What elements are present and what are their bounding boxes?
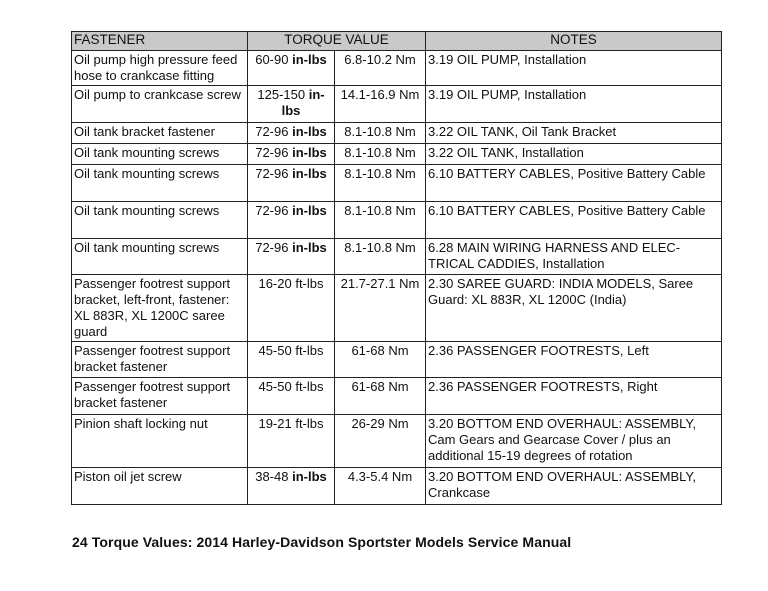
page-footer: 24 Torque Values: 2014 Harley-Davidson Sportster Models Service Manual <box>72 534 572 550</box>
table-row <box>72 123 722 144</box>
torque-value: 72-96 <box>255 145 289 160</box>
torque-unit: in-lbs <box>292 166 327 181</box>
torque-imperial-cell <box>248 123 335 144</box>
header-torque-value: TORQUE VALUE <box>248 32 426 51</box>
notes-cell: 2.30 SAREE GUARD: INDIA MODELS, Saree Guard: XL 883R, XL 1200C (India) <box>426 275 722 342</box>
torque-metric-cell: 21.7-27.1 Nm <box>335 275 426 342</box>
notes-cell: 3.20 BOTTOM END OVERHAUL: ASSEMBLY, Cam Gears and Gearcase Cover / plus an additional 15-19 degrees of rotation <box>426 415 722 468</box>
torque-imperial-cell <box>248 342 335 378</box>
torque-value: 45-50 ft-lbs <box>258 343 324 358</box>
notes-cell: 2.36 PASSENGER FOOTRESTS, Right <box>426 378 722 415</box>
torque-imperial-cell <box>248 415 335 468</box>
notes-cell: 6.28 MAIN WIRING HARNESS AND ELEC-TRICAL CADDIES, Installation <box>426 239 722 275</box>
notes-cell: 3.22 OIL TANK, Oil Tank Bracket <box>426 123 722 144</box>
torque-unit: in-lbs <box>292 203 327 218</box>
torque-imperial-cell <box>248 468 335 505</box>
table-row <box>72 415 722 468</box>
fastener-cell: Oil pump to crankcase screw <box>72 86 248 123</box>
table-row <box>72 275 722 342</box>
torque-value: 19-21 ft-lbs <box>258 416 324 431</box>
torque-value: 38-48 <box>255 469 289 484</box>
table-header-row <box>72 32 722 51</box>
torque-value: 60-90 <box>255 52 289 67</box>
fastener-cell: Piston oil jet screw <box>72 468 248 505</box>
torque-value: 72-96 <box>255 203 289 218</box>
torque-imperial-cell <box>248 275 335 342</box>
fastener-cell: Passenger footrest support bracket fastener <box>72 378 248 415</box>
fastener-cell: Oil tank mounting screws <box>72 165 248 202</box>
fastener-cell: Oil pump high pressure feed hose to crankcase fitting <box>72 51 248 86</box>
torque-metric-cell: 61-68 Nm <box>335 342 426 378</box>
notes-cell: 3.20 BOTTOM END OVERHAUL: ASSEMBLY, Crankcase <box>426 468 722 505</box>
notes-cell: 3.22 OIL TANK, Installation <box>426 144 722 165</box>
fastener-cell: Oil tank mounting screws <box>72 239 248 275</box>
notes-cell: 2.36 PASSENGER FOOTRESTS, Left <box>426 342 722 378</box>
torque-unit: in-lbs <box>292 124 327 139</box>
fastener-cell: Passenger footrest support bracket fastener <box>72 342 248 378</box>
torque-unit: in-lbs <box>292 52 327 67</box>
fastener-cell: Passenger footrest support bracket, left-front, fastener: XL 883R, XL 1200C saree guard <box>72 275 248 342</box>
fastener-cell: Oil tank bracket fastener <box>72 123 248 144</box>
torque-metric-cell: 8.1-10.8 Nm <box>335 239 426 275</box>
torque-metric-cell: 8.1-10.8 Nm <box>335 123 426 144</box>
torque-imperial-cell <box>248 51 335 86</box>
torque-value: 45-50 ft-lbs <box>258 379 324 394</box>
table-row <box>72 342 722 378</box>
notes-cell: 3.19 OIL PUMP, Installation <box>426 86 722 123</box>
fastener-cell: Pinion shaft locking nut <box>72 415 248 468</box>
torque-value: 72-96 <box>255 124 289 139</box>
torque-imperial-cell <box>248 86 335 123</box>
torque-imperial-cell <box>248 165 335 202</box>
table-row <box>72 144 722 165</box>
torque-value: 72-96 <box>255 240 289 255</box>
fastener-cell: Oil tank mounting screws <box>72 202 248 239</box>
torque-unit: in-lbs <box>281 87 325 118</box>
torque-imperial-cell <box>248 202 335 239</box>
table-row <box>72 202 722 239</box>
torque-unit: in-lbs <box>292 469 327 484</box>
torque-table <box>71 31 722 505</box>
table-row <box>72 86 722 123</box>
torque-metric-cell: 26-29 Nm <box>335 415 426 468</box>
table-row <box>72 239 722 275</box>
torque-imperial-cell <box>248 239 335 275</box>
notes-cell: 6.10 BATTERY CABLES, Positive Battery Cable <box>426 165 722 202</box>
table-row <box>72 378 722 415</box>
table-row <box>72 165 722 202</box>
torque-value: 72-96 <box>255 166 289 181</box>
torque-imperial-cell <box>248 144 335 165</box>
torque-metric-cell: 8.1-10.8 Nm <box>335 202 426 239</box>
torque-unit: in-lbs <box>292 145 327 160</box>
notes-cell: 6.10 BATTERY CABLES, Positive Battery Cable <box>426 202 722 239</box>
torque-metric-cell: 4.3-5.4 Nm <box>335 468 426 505</box>
torque-metric-cell: 6.8-10.2 Nm <box>335 51 426 86</box>
torque-metric-cell: 8.1-10.8 Nm <box>335 144 426 165</box>
torque-value: 16-20 ft-lbs <box>258 276 324 291</box>
table-row <box>72 468 722 505</box>
torque-metric-cell: 8.1-10.8 Nm <box>335 165 426 202</box>
notes-cell: 3.19 OIL PUMP, Installation <box>426 51 722 86</box>
header-fastener: FASTENER <box>72 32 248 51</box>
torque-imperial-cell <box>248 378 335 415</box>
torque-metric-cell: 61-68 Nm <box>335 378 426 415</box>
fastener-cell: Oil tank mounting screws <box>72 144 248 165</box>
torque-metric-cell: 14.1-16.9 Nm <box>335 86 426 123</box>
table-row <box>72 51 722 86</box>
torque-value: 125-150 <box>257 87 306 102</box>
torque-unit: in-lbs <box>292 240 327 255</box>
header-notes: NOTES <box>426 32 722 51</box>
